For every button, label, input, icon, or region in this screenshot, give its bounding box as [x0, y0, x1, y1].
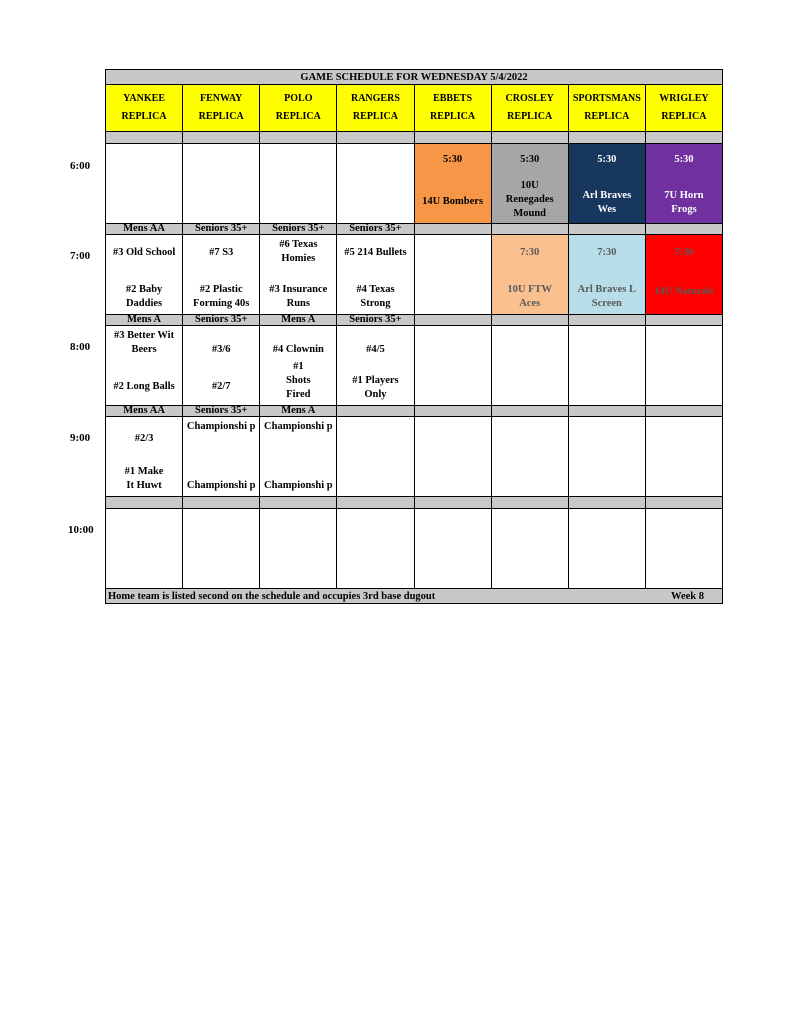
game-cell-sportsmans-730 — [569, 235, 646, 315]
field-name: SPORTSMANS — [572, 93, 641, 104]
game-bottom: #2 Baby Daddies — [125, 284, 163, 309]
game-cell — [260, 235, 337, 315]
game-top: #3 Old School — [112, 247, 176, 258]
slot-row-9 — [105, 417, 723, 497]
game-cell — [415, 235, 492, 315]
game-cell — [106, 144, 183, 224]
game-top: #4/5 — [366, 344, 385, 355]
game-cell — [183, 326, 260, 406]
division-row-9 — [105, 406, 723, 417]
field-name: WRIGLEY — [659, 93, 709, 104]
game-team: 7U Horn Frogs — [664, 190, 704, 215]
field-sub: REPLICA — [352, 111, 398, 122]
game-cell — [415, 326, 492, 406]
division-label: Mens A — [260, 315, 337, 326]
field-sub: REPLICA — [275, 111, 321, 122]
division-label: Seniors 35+ — [337, 315, 414, 326]
game-time: 7:30 — [520, 247, 540, 258]
game-cell — [569, 326, 646, 406]
game-top: #6 Texas Homies — [279, 239, 318, 264]
division-label — [415, 406, 492, 417]
game-bottom: #2/7 — [211, 381, 231, 392]
division-label — [492, 224, 569, 235]
division-row-7 — [105, 224, 723, 235]
field-header-ebbets — [415, 85, 492, 132]
division-label — [337, 406, 414, 417]
field-header-row — [105, 85, 723, 132]
game-cell — [260, 144, 337, 224]
week-label: Week 8 — [671, 590, 704, 602]
game-cell-crosley-530 — [492, 144, 569, 224]
division-label: Mens A — [106, 315, 183, 326]
game-top: #7 S3 — [209, 247, 234, 258]
game-cell — [646, 509, 723, 589]
game-time: 5:30 — [520, 154, 540, 165]
game-cell — [492, 509, 569, 589]
slot-row-10 — [105, 509, 723, 589]
spacer-cell — [569, 497, 646, 509]
division-label — [569, 224, 646, 235]
game-cell — [106, 326, 183, 406]
game-cell — [183, 417, 260, 497]
spacer-cell — [183, 132, 260, 144]
game-time: 7:30 — [674, 247, 694, 258]
division-label: Seniors 35+ — [337, 224, 414, 235]
game-cell — [646, 417, 723, 497]
division-label — [646, 224, 723, 235]
game-cell — [492, 417, 569, 497]
spacer-row — [105, 497, 723, 509]
spacer-cell — [106, 497, 183, 509]
game-cell — [183, 235, 260, 315]
game-time: 5:30 — [674, 154, 694, 165]
game-bottom: Championshi p — [264, 480, 333, 491]
field-header-polo — [260, 85, 337, 132]
spacer-cell — [183, 497, 260, 509]
division-label — [415, 315, 492, 326]
division-label: Seniors 35+ — [183, 315, 260, 326]
field-sub: REPLICA — [584, 111, 630, 122]
game-cell — [106, 235, 183, 315]
spacer-cell — [646, 132, 723, 144]
division-label: Seniors 35+ — [260, 224, 337, 235]
division-row-8 — [105, 315, 723, 326]
time-label-9: 9:00 — [70, 432, 91, 444]
game-cell-crosley-730 — [492, 235, 569, 315]
game-team: 10U FTW Aces — [507, 284, 552, 309]
division-label: Mens AA — [106, 224, 183, 235]
division-label: Seniors 35+ — [183, 406, 260, 417]
field-sub: REPLICA — [198, 111, 244, 122]
spacer-cell — [260, 497, 337, 509]
game-cell — [492, 326, 569, 406]
game-cell — [415, 509, 492, 589]
field-header-rangers — [337, 85, 414, 132]
game-top: Championshi p — [264, 421, 333, 432]
field-header-yankee — [106, 85, 183, 132]
game-cell — [260, 509, 337, 589]
field-name: RANGERS — [350, 93, 400, 104]
spacer-cell — [415, 132, 492, 144]
game-cell-ebbets-530 — [415, 144, 492, 224]
game-bottom: #1 Make It Huwt — [124, 466, 164, 491]
slot-row-8 — [105, 326, 723, 406]
game-bottom: #1 Shots Fired — [286, 361, 311, 400]
spacer-cell — [106, 132, 183, 144]
time-label-6: 6:00 — [70, 160, 91, 172]
division-label — [569, 315, 646, 326]
game-top: Championshi p — [186, 421, 256, 432]
footer-bar — [105, 589, 723, 604]
game-cell — [183, 509, 260, 589]
spacer-cell — [646, 497, 723, 509]
game-cell — [415, 417, 492, 497]
game-cell — [260, 417, 337, 497]
slot-row-7 — [105, 235, 723, 315]
game-bottom: #2 Long Balls — [113, 381, 175, 392]
spacer-cell — [492, 132, 569, 144]
division-label — [646, 315, 723, 326]
game-cell-sportsmans-530 — [569, 144, 646, 224]
game-top: #4 Clownin — [272, 344, 324, 355]
game-bottom: #3 Insurance Runs — [269, 284, 328, 309]
time-label-10: 10:00 — [68, 524, 94, 536]
field-name: EBBETS — [433, 93, 473, 104]
footer-note: Home team is listed second on the schedule and occupies 3rd base dugout — [108, 590, 436, 602]
game-cell — [337, 144, 414, 224]
division-label — [415, 224, 492, 235]
game-time: 5:30 — [597, 154, 617, 165]
game-bottom: #2 Plastic Forming 40s — [193, 284, 250, 309]
spacer-cell — [492, 497, 569, 509]
game-bottom: Championshi p — [186, 480, 256, 491]
division-label: Seniors 35+ — [183, 224, 260, 235]
schedule-title: GAME SCHEDULE FOR WEDNESDAY 5/4/2022 — [105, 69, 723, 85]
game-cell — [183, 144, 260, 224]
field-name: CROSLEY — [505, 93, 554, 104]
game-top: #3 Better Wit Beers — [114, 330, 175, 355]
spacer-cell — [337, 497, 414, 509]
game-time: 7:30 — [597, 247, 617, 258]
division-label — [569, 406, 646, 417]
field-name: YANKEE — [123, 93, 165, 104]
field-header-sportsmans — [569, 85, 646, 132]
time-label-8: 8:00 — [70, 341, 91, 353]
division-label: Mens A — [260, 406, 337, 417]
field-name: FENWAY — [199, 93, 243, 104]
game-cell — [337, 417, 414, 497]
field-header-wrigley — [646, 85, 723, 132]
game-cell — [106, 509, 183, 589]
game-cell — [569, 509, 646, 589]
field-header-fenway — [183, 85, 260, 132]
field-name: POLO — [284, 93, 313, 104]
spacer-cell — [337, 132, 414, 144]
field-header-crosley — [492, 85, 569, 132]
spacer-cell — [569, 132, 646, 144]
game-team: 10U Renegades Mound — [505, 180, 554, 219]
spacer-row — [105, 132, 723, 144]
game-team: Arl Braves L Screen — [577, 284, 636, 309]
game-cell — [260, 326, 337, 406]
field-sub: REPLICA — [507, 111, 553, 122]
game-team: Arl Braves Wes — [582, 190, 632, 215]
game-bottom: #1 Players Only — [352, 375, 399, 400]
game-cell — [106, 417, 183, 497]
spacer-cell — [260, 132, 337, 144]
division-label — [646, 406, 723, 417]
game-time: 5:30 — [442, 154, 463, 165]
game-top: #3/6 — [211, 344, 231, 355]
game-team: 14U Bombers — [422, 196, 484, 207]
game-cell — [646, 326, 723, 406]
game-top: #5 214 Bullets — [344, 247, 407, 258]
game-bottom: #4 Texas Strong — [356, 284, 395, 309]
game-top: #2/3 — [134, 433, 154, 444]
game-cell — [337, 326, 414, 406]
game-team: 14U Naturals — [654, 286, 714, 297]
division-label: Mens AA — [106, 406, 183, 417]
game-cell-wrigley-530 — [646, 144, 723, 224]
game-cell — [337, 509, 414, 589]
schedule-table — [105, 69, 723, 604]
field-sub: REPLICA — [661, 111, 707, 122]
field-sub: REPLICA — [430, 111, 476, 122]
spacer-cell — [415, 497, 492, 509]
game-cell — [337, 235, 414, 315]
slot-row-6 — [105, 144, 723, 224]
field-sub: REPLICA — [121, 111, 167, 122]
time-label-7: 7:00 — [70, 250, 91, 262]
game-cell-wrigley-730 — [646, 235, 723, 315]
division-label — [492, 315, 569, 326]
game-cell — [569, 417, 646, 497]
division-label — [492, 406, 569, 417]
